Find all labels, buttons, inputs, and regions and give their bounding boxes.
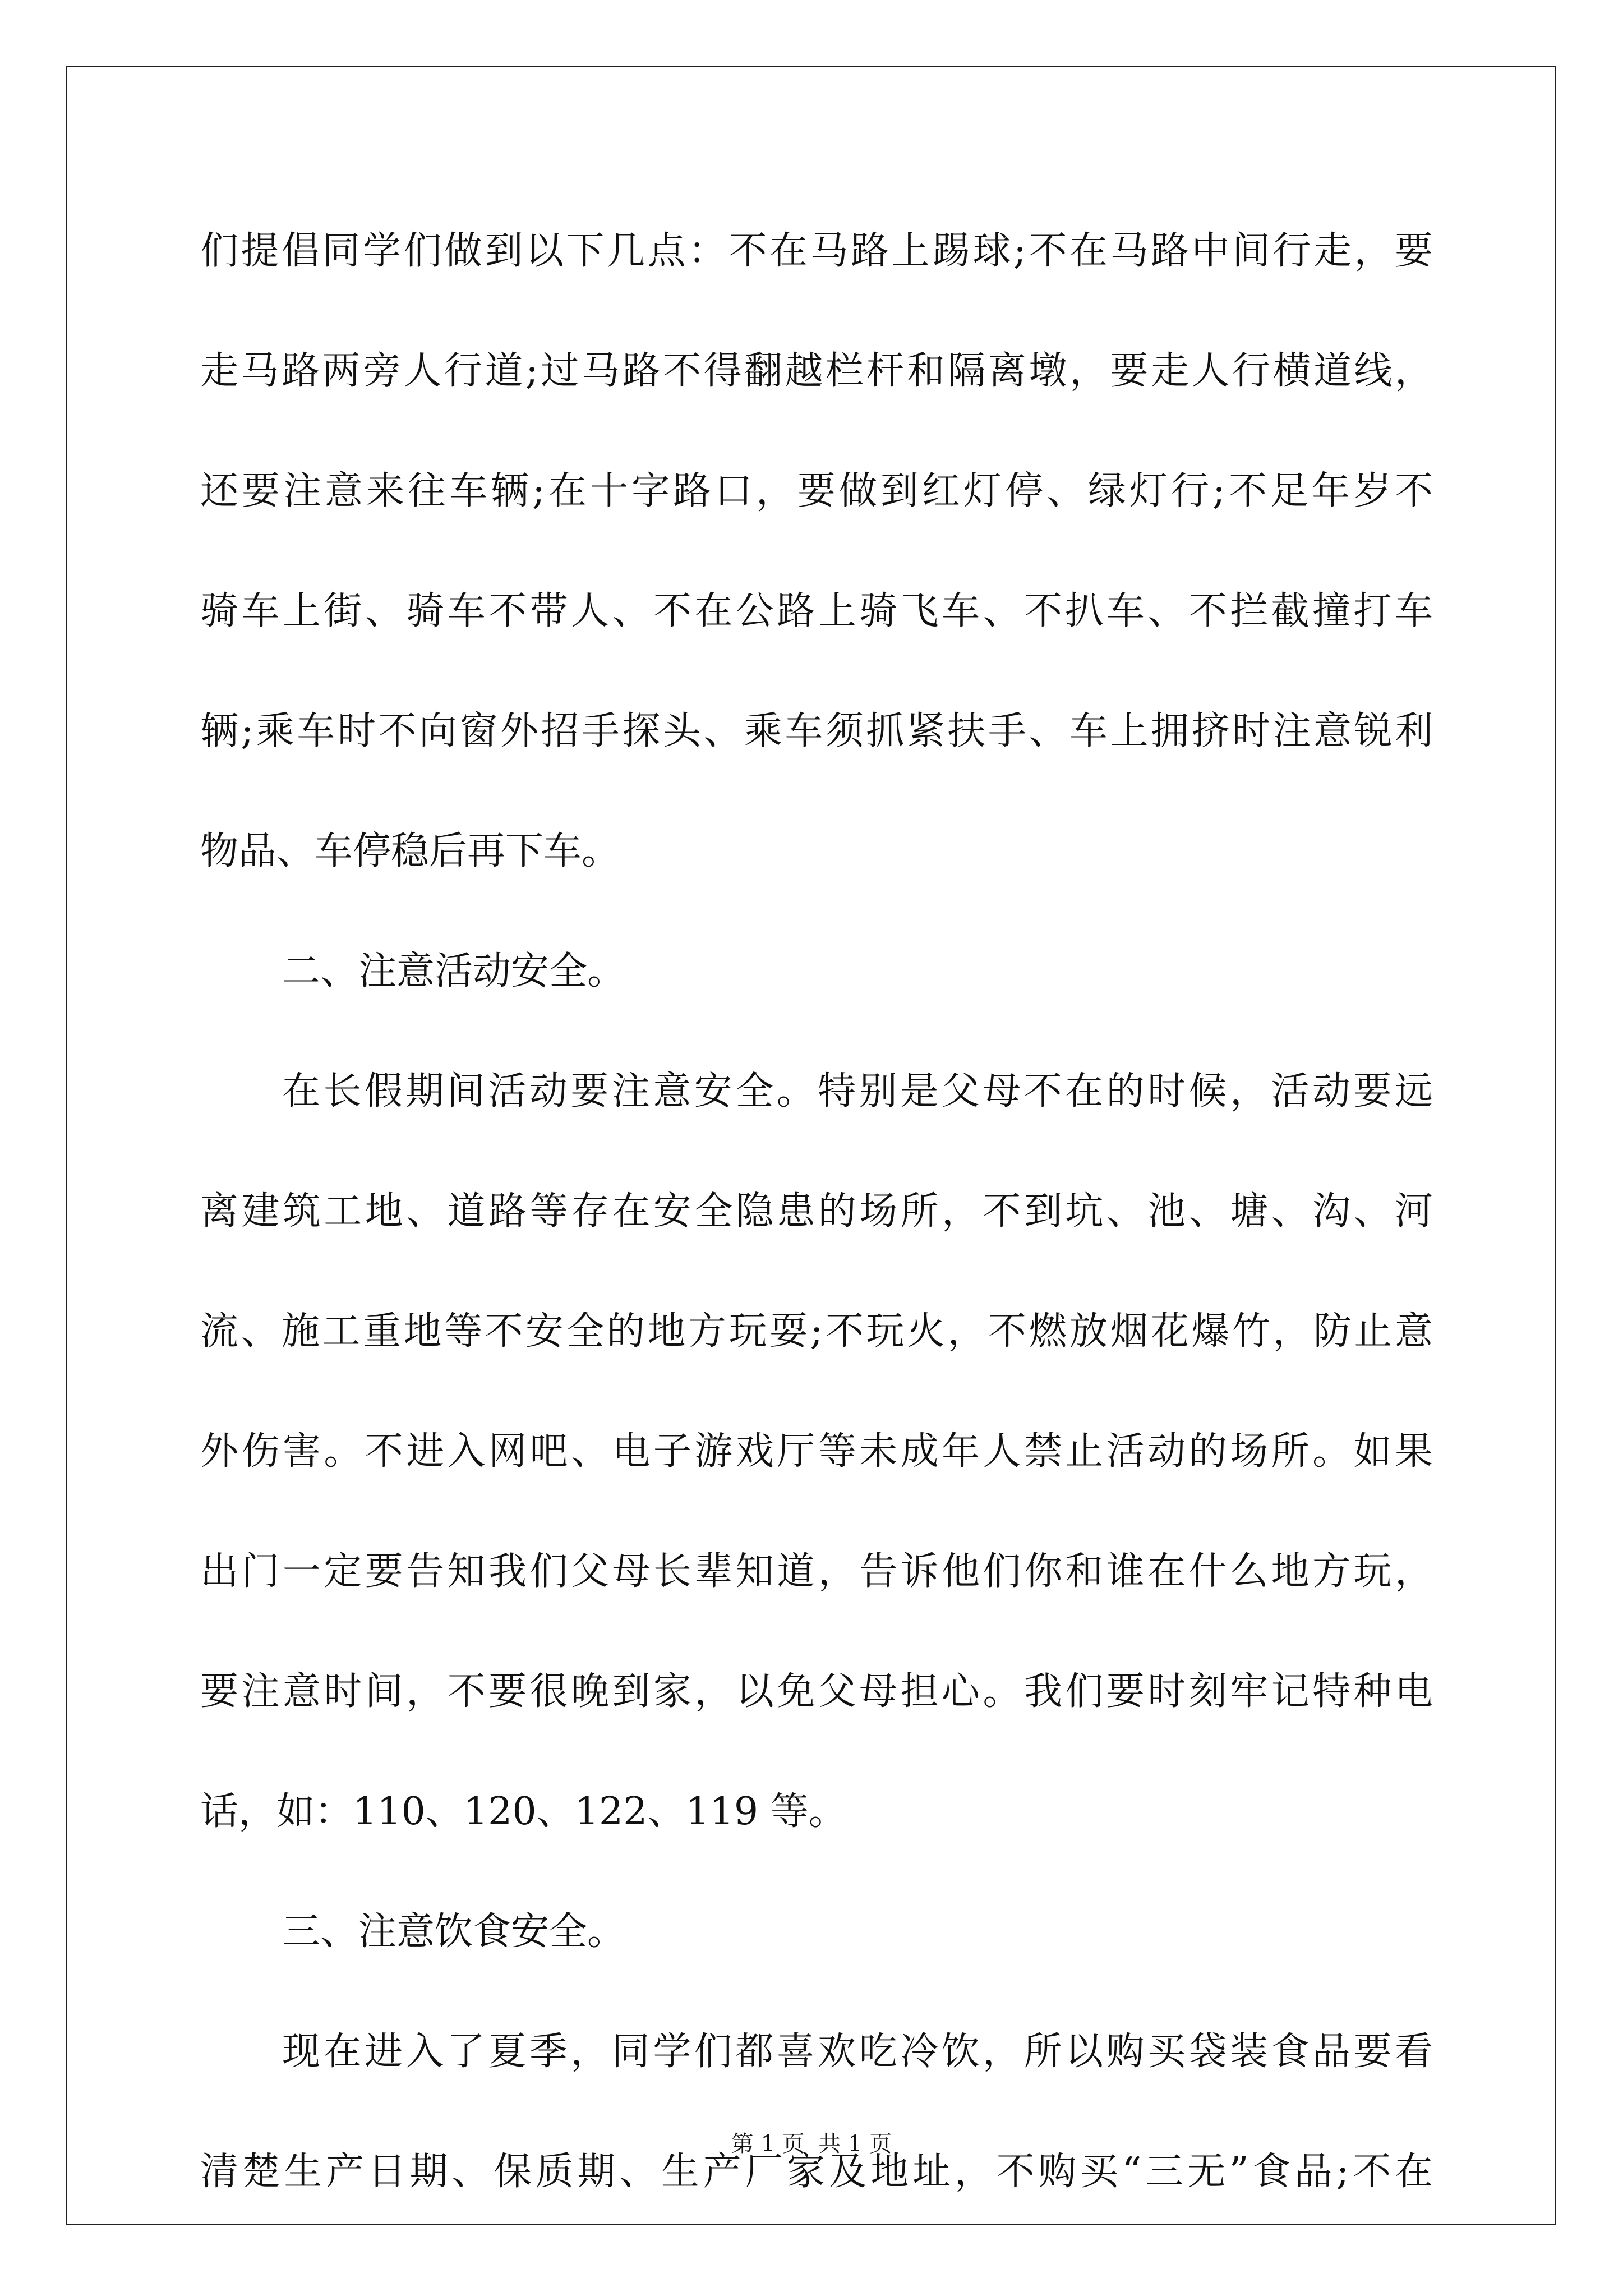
paragraph-line: 外伤害。不进入网吧、电子游戏厅等未成年人禁止活动的场所。如果 [200,1429,1433,1474]
section-heading: 三、注意饮食安全。 [282,1910,626,1954]
paragraph-line: 还要注意来往车辆;在十字路口，要做到红灯停、绿灯行;不足年岁不 [200,469,1433,513]
paragraph-line: 骑车上街、骑车不带人、不在公路上骑飞车、不扒车、不拦截撞打车 [200,589,1433,633]
paragraph-line: 辆;乘车时不向窗外招手探头、乘车须抓紧扶手、车上拥挤时注意锐利 [200,709,1433,753]
paragraph-line: 清楚生产日期、保质期、生产厂家及地址，不购买“三无”食品;不在 [200,2150,1433,2194]
paragraph-line: 走马路两旁人行道;过马路不得翻越栏杆和隔离墩，要走人行横道线， [200,349,1433,393]
paragraph-line: 物品、车停稳后再下车。 [200,829,620,873]
paragraph-line: 现在进入了夏季，同学们都喜欢吃冷饮，所以购买袋装食品要看 [282,2030,1433,2074]
page-number: 第 1 页 [731,2131,805,2157]
page-footer [0,2126,1623,2158]
paragraph-line: 出门一定要告知我们父母长辈知道，告诉他们你和谁在什么地方玩， [200,1549,1433,1594]
paragraph-line: 流、施工重地等不安全的地方玩耍;不玩火，不燃放烟花爆竹，防止意 [200,1309,1433,1354]
paragraph-line: 离建筑工地、道路等存在安全隐患的场所，不到坑、池、塘、沟、河 [200,1189,1433,1234]
document-body [200,206,1433,2247]
page-total: 共 1 页 [818,2131,892,2157]
section-heading: 二、注意活动安全。 [282,949,626,993]
paragraph-line: 在长假期间活动要注意安全。特别是父母不在的时候，活动要远 [282,1069,1433,1114]
paragraph-line: 要注意时间，不要很晚到家，以免父母担心。我们要时刻牢记特种电 [200,1669,1433,1714]
paragraph-line: 话，如：110、120、122、119 等。 [200,1789,847,1834]
paragraph-line: 们提倡同学们做到以下几点：不在马路上踢球;不在马路中间行走，要 [200,229,1433,273]
